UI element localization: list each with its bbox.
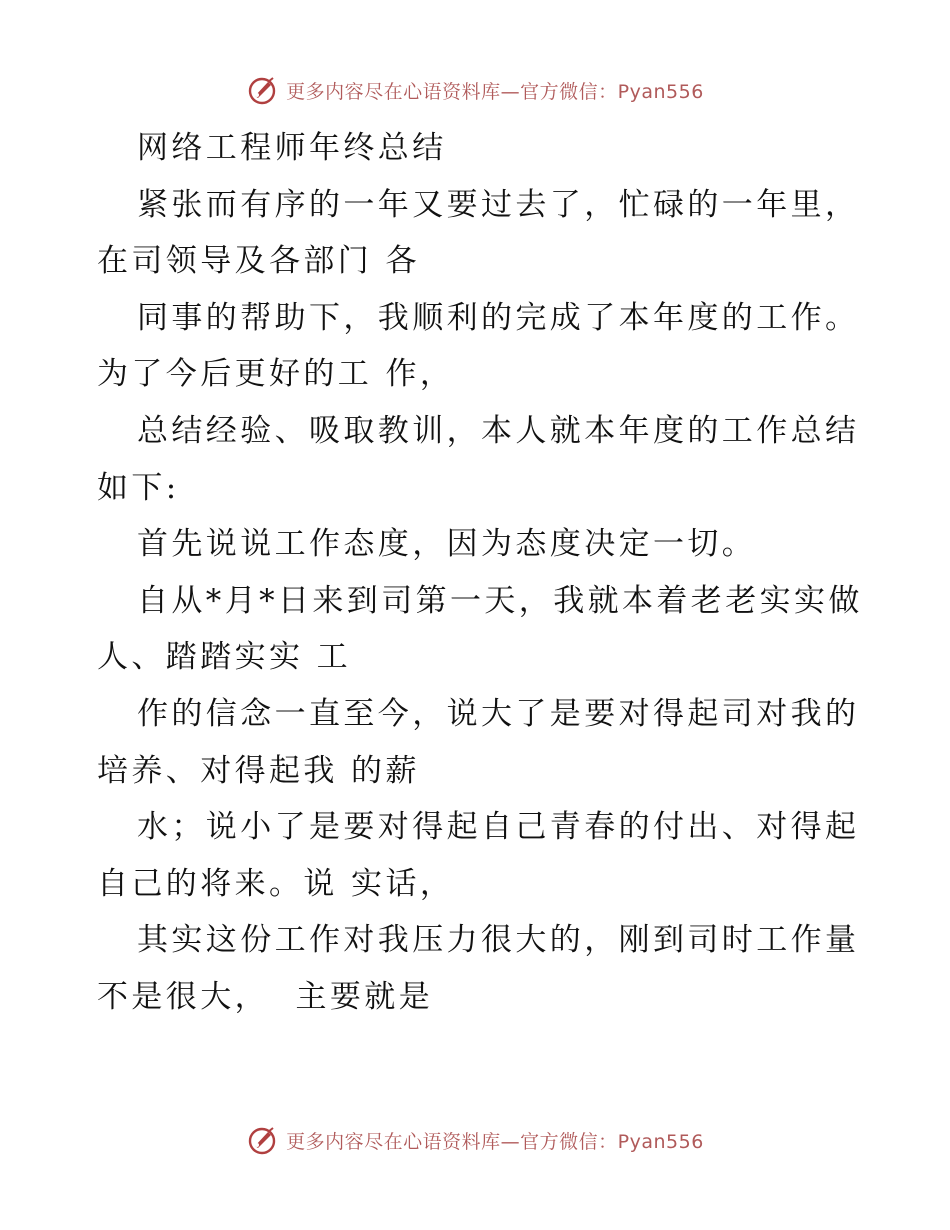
quill-pen-circle-icon (246, 74, 278, 106)
text-line: 培养、对得起我 的薪 (97, 752, 420, 789)
watermark-header (0, 70, 950, 110)
text-line: 为了今后更好的工 作， (97, 356, 455, 393)
text-line: 在司领导及各部门 各 (97, 243, 420, 280)
text-line: 同事的帮助下，我顺利的完成了本年度的工作。 (137, 299, 860, 336)
text-line: 总结经验、吸取教训，本人就本年度的工作总结 (137, 412, 860, 449)
document-body (97, 120, 863, 1026)
quill-pen-circle-icon (246, 1124, 278, 1156)
text-line: 自从*月*日来到司第一天，我就本着老老实实做 (137, 582, 863, 619)
text-line: 紧张而有序的一年又要过去了，忙碌的一年里， (137, 186, 860, 223)
text-line: 其实这份工作对我压力很大的，刚到司时工作量 (137, 922, 860, 959)
text-line: 网络工程师年终总结 (137, 130, 447, 166)
text-line: 不是很大， 主要就是 (97, 978, 434, 1015)
watermark-footer (0, 1120, 950, 1160)
watermark-text: 更多内容尽在心语资料库—官方微信：Pyan556 (286, 1130, 704, 1153)
text-line: 水；说小了是要对得起自己青春的付出、对得起 (137, 809, 860, 846)
text-line: 人、踏踏实实 工 (97, 639, 352, 676)
text-line: 首先说说工作态度，因为态度决定一切。 (137, 526, 757, 563)
text-line: 自己的将来。说 实话， (97, 865, 455, 902)
text-line: 如下: (97, 469, 180, 506)
text-line: 作的信念一直至今，说大了是要对得起司对我的 (137, 695, 860, 732)
watermark-text: 更多内容尽在心语资料库—官方微信：Pyan556 (286, 80, 704, 103)
